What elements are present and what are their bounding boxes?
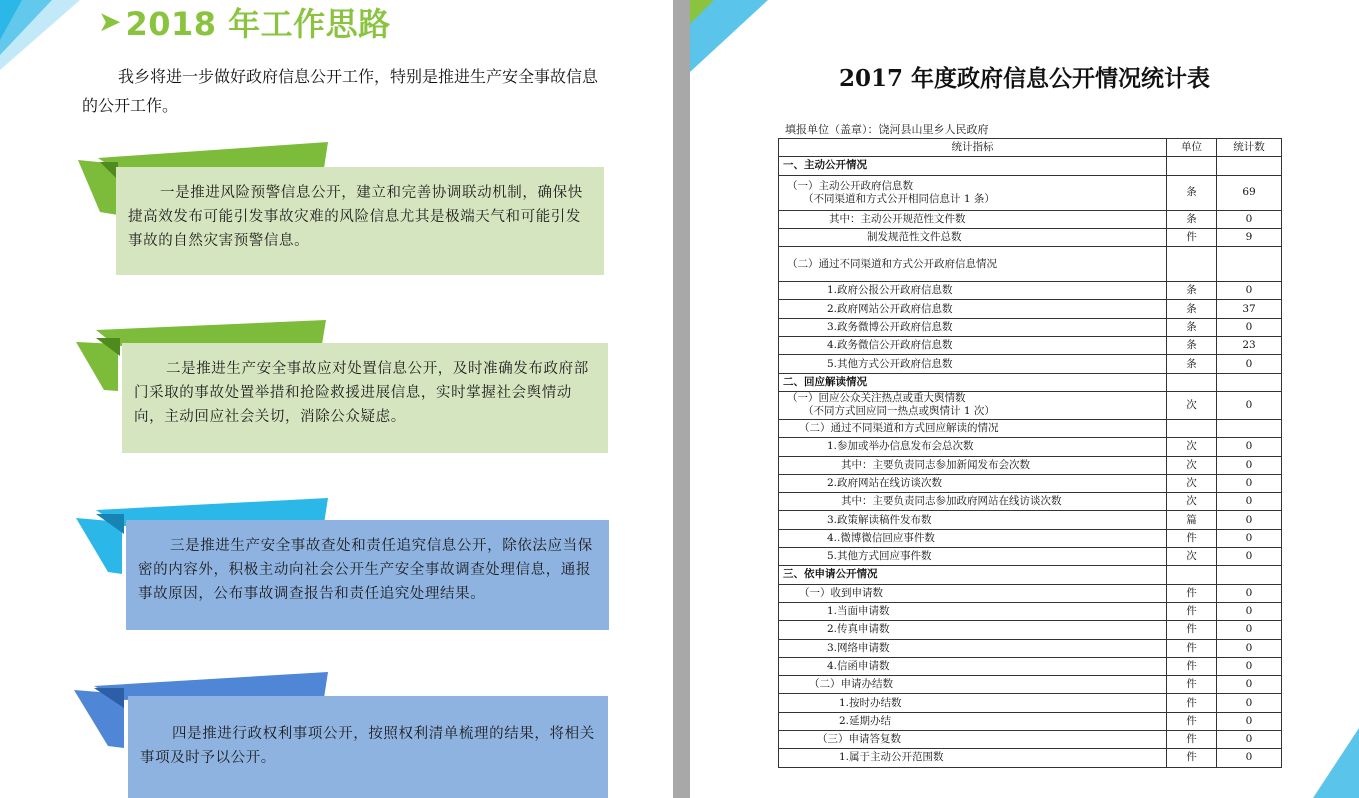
- row-label: [779, 175, 1167, 210]
- row-unit: [1167, 247, 1217, 282]
- table-row: [779, 529, 1282, 547]
- row-label: [779, 602, 1167, 620]
- row-unit: 件: [1167, 584, 1217, 602]
- row-label-text: 2.传真申请数: [827, 623, 890, 636]
- table-row: [779, 474, 1282, 492]
- row-value: [1217, 373, 1282, 391]
- row-value: 0: [1217, 355, 1282, 373]
- row-label: [779, 639, 1167, 657]
- row-label-text: （一）收到申请数: [799, 586, 883, 599]
- row-value: 0: [1217, 731, 1282, 749]
- row-label: [779, 318, 1167, 336]
- row-label-text: 4..微博微信回应事件数: [827, 531, 935, 544]
- card-text: 一是推进风险预警信息公开，建立和完善协调联动机制，确保快捷高效发布可能引发事故灾难的风险信息尤其是极端天气和可能引发事故的自然灾害预警信息。: [116, 167, 604, 275]
- row-unit: 件: [1167, 676, 1217, 694]
- table-row: [779, 438, 1282, 456]
- row-label-text: 一、主动公开情况: [783, 159, 867, 172]
- row-unit: 件: [1167, 621, 1217, 639]
- row-value: 0: [1217, 438, 1282, 456]
- table-row: [779, 282, 1282, 300]
- row-label-text: （二）通过不同渠道和方式公开政府信息情况: [787, 257, 997, 270]
- row-unit: 件: [1167, 639, 1217, 657]
- row-label: [779, 391, 1167, 419]
- row-value: 0: [1217, 456, 1282, 474]
- row-value: 0: [1217, 621, 1282, 639]
- row-unit: [1167, 566, 1217, 584]
- row-value: 69: [1217, 175, 1282, 210]
- row-label-text: 2.政府网站在线访谈次数: [827, 477, 943, 489]
- row-label-text: 3.政务微博公开政府信息数: [827, 320, 953, 333]
- row-label: [779, 511, 1167, 529]
- table-row: [779, 511, 1282, 529]
- row-value: 0: [1217, 529, 1282, 547]
- card-text: 四是推进行政权利事项公开，按照权利清单梳理的结果，将相关事项及时予以公开。: [128, 696, 608, 798]
- row-unit: 次: [1167, 548, 1217, 566]
- heading-text: 2018 年工作思路: [125, 5, 391, 43]
- row-unit: 篇: [1167, 511, 1217, 529]
- table-row: [779, 676, 1282, 694]
- document-page-left: [0, 0, 673, 798]
- row-unit: 条: [1167, 175, 1217, 210]
- intro-paragraph: 我乡将进一步做好政府信息公开工作，特别是推进生产安全事故信息的公开工作。: [82, 67, 599, 115]
- row-value: 0: [1217, 694, 1282, 712]
- table-row: [779, 210, 1282, 228]
- document-page-right: [690, 0, 1359, 798]
- table-row: [779, 355, 1282, 373]
- table-header-row: [779, 139, 1282, 157]
- row-label-note: （不同方式回应同一热点或舆情计 1 次）: [803, 405, 995, 418]
- row-label: [779, 419, 1167, 437]
- row-value: 0: [1217, 584, 1282, 602]
- table-row: [779, 419, 1282, 437]
- table-row: [779, 694, 1282, 712]
- row-label-text: 其中：主要负责同志参加新闻发布会次数: [841, 458, 1030, 471]
- row-unit: 条: [1167, 300, 1217, 318]
- row-unit: 件: [1167, 228, 1217, 246]
- row-unit: 件: [1167, 529, 1217, 547]
- table-row: [779, 247, 1282, 282]
- table-row: [779, 584, 1282, 602]
- row-label-text: 2.延期办结: [839, 714, 892, 727]
- row-label: [779, 474, 1167, 492]
- row-value: 0: [1217, 210, 1282, 228]
- table-row: [779, 749, 1282, 767]
- row-label-text: 4.政务微信公开政府信息数: [827, 339, 953, 352]
- row-value: 9: [1217, 228, 1282, 246]
- table-row: [779, 712, 1282, 730]
- row-unit: 件: [1167, 749, 1217, 767]
- row-value: 0: [1217, 548, 1282, 566]
- row-label-text: （一）主动公开政府信息数: [787, 179, 913, 192]
- table-row: [779, 228, 1282, 246]
- row-value: 0: [1217, 511, 1282, 529]
- table-row: [779, 456, 1282, 474]
- row-label-text: 三、依申请公开情况: [783, 568, 878, 581]
- row-unit: 次: [1167, 456, 1217, 474]
- row-value: 0: [1217, 474, 1282, 492]
- table-row: [779, 300, 1282, 318]
- corner-decoration: [0, 0, 80, 70]
- row-label: [779, 676, 1167, 694]
- table-row: [779, 548, 1282, 566]
- row-unit: 件: [1167, 694, 1217, 712]
- row-label: [779, 355, 1167, 373]
- row-label: [779, 529, 1167, 547]
- row-unit: 件: [1167, 731, 1217, 749]
- statistics-table: [778, 138, 1282, 768]
- row-label-text: 1.参加或举办信息发布会总次数: [827, 440, 974, 453]
- row-label: [779, 621, 1167, 639]
- row-value: 0: [1217, 639, 1282, 657]
- row-value: 0: [1217, 493, 1282, 511]
- row-unit: 次: [1167, 391, 1217, 419]
- row-value: 23: [1217, 337, 1282, 355]
- row-label-text: 1.按时办结数: [839, 696, 902, 709]
- row-label-text: （一）回应公众关注热点或重大舆情数: [787, 392, 966, 405]
- row-value: 0: [1217, 318, 1282, 336]
- row-label: [779, 282, 1167, 300]
- table-row: [779, 621, 1282, 639]
- row-value: [1217, 419, 1282, 437]
- table-row: [779, 391, 1282, 419]
- corner-decoration: [1313, 728, 1359, 798]
- row-label: [779, 493, 1167, 511]
- arrow-icon: ➤: [98, 5, 122, 38]
- filler-unit: 填报单位（盖章）：饶河县山里乡人民政府: [785, 123, 989, 136]
- row-value: 0: [1217, 391, 1282, 419]
- row-unit: 件: [1167, 602, 1217, 620]
- row-unit: 条: [1167, 210, 1217, 228]
- row-label: [779, 228, 1167, 246]
- row-unit: 条: [1167, 318, 1217, 336]
- header-unit: 单位: [1167, 139, 1217, 157]
- row-unit: [1167, 157, 1217, 175]
- table-row: [779, 602, 1282, 620]
- table-row: [779, 731, 1282, 749]
- row-label: [779, 749, 1167, 767]
- row-value: 0: [1217, 602, 1282, 620]
- card-text: 二是推进生产安全事故应对处置信息公开，及时准确发布政府部门采取的事故处置举措和抢险救援进展信息，实时掌握社会舆情动向，主动回应社会关切，消除公众疑虑。: [122, 343, 608, 453]
- table-row: [779, 657, 1282, 675]
- row-label-text: 1.当面申请数: [827, 605, 890, 618]
- row-unit: 次: [1167, 474, 1217, 492]
- row-unit: [1167, 419, 1217, 437]
- row-unit: [1167, 373, 1217, 391]
- row-label-text: 1.政府公报公开政府信息数: [827, 284, 953, 297]
- row-label: [779, 337, 1167, 355]
- row-label-text: 制发规范性文件总数: [867, 231, 962, 244]
- row-value: 37: [1217, 300, 1282, 318]
- table-row: [779, 493, 1282, 511]
- row-value: 0: [1217, 282, 1282, 300]
- row-label-text: （三）申请答复数: [817, 733, 901, 746]
- row-unit: 条: [1167, 282, 1217, 300]
- row-label-note: （不同渠道和方式公开相同信息计 1 条）: [803, 192, 995, 205]
- header-count: 统计数: [1217, 139, 1282, 157]
- row-label: [779, 584, 1167, 602]
- row-unit: 件: [1167, 712, 1217, 730]
- row-unit: 次: [1167, 438, 1217, 456]
- row-label-text: （二）通过不同渠道和方式回应解读的情况: [799, 422, 999, 435]
- row-unit: 条: [1167, 355, 1217, 373]
- row-label-text: （二）申请办结数: [809, 678, 893, 691]
- row-label-text: 二、回应解读情况: [783, 375, 867, 388]
- table-row: [779, 318, 1282, 336]
- row-label-text: 5.其他方式公开政府信息数: [827, 357, 953, 370]
- row-unit: 件: [1167, 657, 1217, 675]
- row-label-text: 2.政府网站公开政府信息数: [827, 302, 953, 315]
- row-label: [779, 300, 1167, 318]
- row-value: [1217, 157, 1282, 175]
- table-row: [779, 175, 1282, 210]
- row-value: 0: [1217, 749, 1282, 767]
- row-label: [779, 566, 1167, 584]
- row-value: 0: [1217, 712, 1282, 730]
- row-label-text: 其中：主要负责同志参加政府网站在线访谈次数: [841, 495, 1062, 508]
- row-unit: 条: [1167, 337, 1217, 355]
- table-row: [779, 566, 1282, 584]
- row-label: [779, 438, 1167, 456]
- row-unit: 次: [1167, 493, 1217, 511]
- row-value: 0: [1217, 676, 1282, 694]
- table-title: 2017 年度政府信息公开情况统计表: [838, 65, 1211, 92]
- row-label: [779, 657, 1167, 675]
- section-heading: [98, 2, 391, 42]
- row-value: [1217, 247, 1282, 282]
- row-label: [779, 548, 1167, 566]
- row-label: [779, 731, 1167, 749]
- row-label-text: 3.网络申请数: [827, 641, 890, 654]
- table-row: [779, 337, 1282, 355]
- row-label: [779, 694, 1167, 712]
- card-text: 三是推进生产安全事故查处和责任追究信息公开，除依法应当保密的内容外，积极主动向社会公开生产安全事故调查处理信息，通报事故原因，公布事故调查报告和责任追究处理结果。: [126, 520, 609, 630]
- row-value: 0: [1217, 657, 1282, 675]
- row-label: [779, 247, 1167, 282]
- row-label: [779, 456, 1167, 474]
- header-indicator: 统计指标: [779, 139, 1167, 157]
- row-label-text: 4.信函申请数: [827, 659, 890, 672]
- row-label-text: 5.其他方式回应事件数: [827, 550, 932, 563]
- table-row: [779, 373, 1282, 391]
- row-label-text: 1.属于主动公开范围数: [839, 751, 944, 764]
- row-label-text: 其中：主动公开规范性文件数: [829, 212, 966, 225]
- row-label: [779, 712, 1167, 730]
- row-label-text: 3.政策解读稿件发布数: [827, 513, 932, 526]
- row-label: [779, 210, 1167, 228]
- row-label: [779, 373, 1167, 391]
- table-row: [779, 639, 1282, 657]
- row-value: [1217, 566, 1282, 584]
- row-label: [779, 157, 1167, 175]
- table-row: [779, 157, 1282, 175]
